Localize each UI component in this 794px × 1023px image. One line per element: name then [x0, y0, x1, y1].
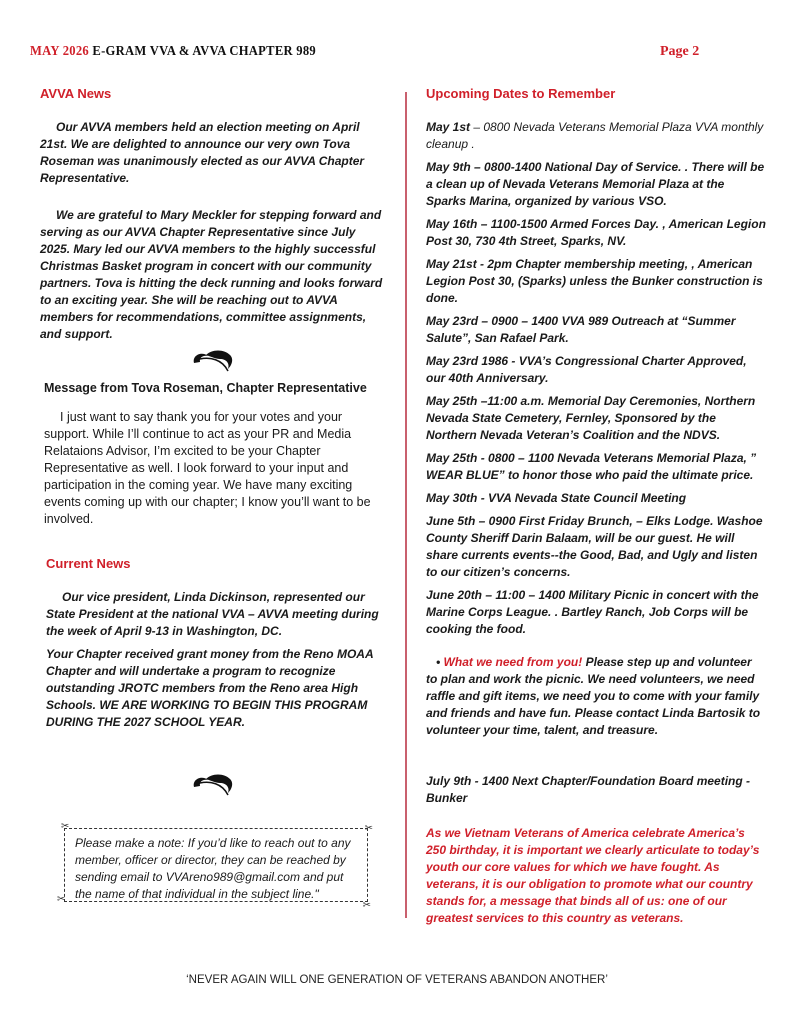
event-item: May 9th – 0800-1400 National Day of Service. . There will be a clean up of Nevada Veterans Memorial Plaza at the Sparks Marina, organized by various VSO.: [426, 160, 765, 208]
volunteer-contact: Linda Bartosik to volunteer: [426, 706, 761, 737]
board-meeting-item: July 9th - 1400 Next Chapter/Foundation Board meeting - Bunker: [426, 774, 751, 805]
event-item: June 5th – 0900 First Friday Brunch, – Elks Lodge. Washoe County Sheriff Darin Balaam, will be our guest. He will share currents events--the Good, Bad, and Ugly and listen to our citizen’s concerns.: [426, 514, 763, 579]
event-item: May 25th –11:00 a.m. Memorial Day Ceremonies, Northern Nevada State Cemetery, Fernley, Sponsored by the Northern Nevada Veteran’s Coalition and the NDVS.: [426, 394, 756, 442]
scissors-icon: ✂: [364, 823, 373, 834]
leaf-ornament-icon: [40, 771, 385, 797]
avva-news-paragraph-2: We are grateful to Mary Meckler for stepping forward and serving as our AVVA Chapter Representative since July 2025. Mary led our AVVA members to the highly successful Christmas Basket program in concert with our community partners. Tova is hitting the deck running and looks forward to an exciting year. She will be reaching out to AVVA members for recommendations, committee assignments, and support.: [40, 208, 383, 341]
scissors-icon: ✂: [57, 894, 66, 905]
issue-date: MAY 2026: [30, 44, 89, 59]
contact-note-box: [57, 821, 373, 911]
newsletter-title: E-GRAM VVA & AVVA CHAPTER 989: [92, 44, 317, 59]
event-item: May 30th - VVA Nevada State Council Meeting: [426, 491, 687, 505]
current-news-paragraph-1: Our vice president, Linda Dickinson, represented our State President at the national VVA – AVVA meeting during the week of April 9-13 in Washington, DC.: [46, 590, 379, 638]
scissors-icon: ✂: [362, 900, 371, 911]
upcoming-dates-heading: Upcoming Dates to Remember: [426, 86, 616, 101]
column-divider: [405, 92, 407, 918]
left-column: [40, 86, 385, 805]
footer-motto: ‘NEVER AGAIN WILL ONE GENERATION OF VETERANS ABANDON ANOTHER’: [186, 974, 608, 986]
current-news-heading: Current News: [46, 556, 131, 571]
event-item: June 20th – 11:00 – 1400 Military Picnic in concert with the Marine Corps League. . Bartley Ranch, Job Corps will be cooking the food.: [426, 588, 759, 636]
leaf-ornament-icon: [40, 347, 385, 373]
page-header: [30, 44, 718, 64]
guest-name: Washoe County Sheriff Darin Balaam,: [426, 514, 763, 545]
event-item: May 1st – 0800 Nevada Veterans Memorial Plaza VVA monthly cleanup .: [426, 120, 764, 151]
message-heading: Message from Tova Roseman, Chapter Representative: [44, 381, 367, 395]
event-item: May 23rd – 0900 – 1400 VVA 989 Outreach at “Summer Salute”, San Rafael Park.: [426, 314, 736, 345]
event-item: May 23rd 1986 - VVA’s Congressional Charter Approved, our 40th Anniversary.: [426, 354, 747, 385]
event-item: May 16th – 1100-1500 Armed Forces Day. , American Legion Post 30, 730 4th Street, Sparks, NV.: [426, 217, 766, 248]
scissors-icon: ✂: [61, 821, 70, 832]
message-body: I just want to say thank you for your votes and your support. While I’ll continue to act as your PR and Media Relataions Advisor, I’m excited to be your Chapter Representative as well. I look forward to your input and participation in the coming year. We have many exciting events coming up with our chapter; I know you’ll want to be involved.: [44, 410, 371, 526]
page-number: Page 2: [660, 44, 700, 59]
contact-note-text: Please make a note: If you’d like to reach out to any member, officer or director, they can be reached by sending email to VVAreno989@gmail.com and put the name of that individual in the subject line.": [75, 836, 351, 901]
event-item: May 25th - 0800 – 1100 Nevada Veterans Memorial Plaza, ” WEAR BLUE” to honor those who paid the ultimate price.: [426, 451, 757, 482]
current-news-paragraph-2: Your Chapter received grant money from the Reno MOAA Chapter and will undertake a program to recognize outstanding JROTC members from the Reno area High Schools. WE ARE WORKING TO BEGIN THIS PROGRAM DURING THE 2027 SCHOOL YEAR.: [46, 647, 374, 729]
closing-statement: As we Vietnam Veterans of America celebrate America’s 250 birthday, it is important we clearly articulate to today’s youth our core values for which we have fought. As veterans, it is our obligation to promote what our country stands for, a message that binds all of us: one of our greatest services to this country as veterans.: [426, 826, 760, 925]
volunteer-callout: • What we need from you! Please step up and volunteer to plan and work the picnic. We need volunteers, we need raffle and gift items, we need you to come with your family and friends and have fun. Please contact Linda Bartosik to volunteer your time, talent, and treasure.: [426, 655, 761, 737]
avva-news-heading: AVVA News: [40, 86, 112, 101]
event-item: May 21st - 2pm Chapter membership meeting, , American Legion Post 30, (Sparks) unless the Bunker construction is done.: [426, 257, 763, 305]
avva-news-paragraph-1: Our AVVA members held an election meeting on April 21st. We are delighted to announce our very own Tova Roseman was unanimously elected as our AVVA Chapter Representative.: [40, 120, 365, 185]
right-column: [426, 86, 766, 927]
